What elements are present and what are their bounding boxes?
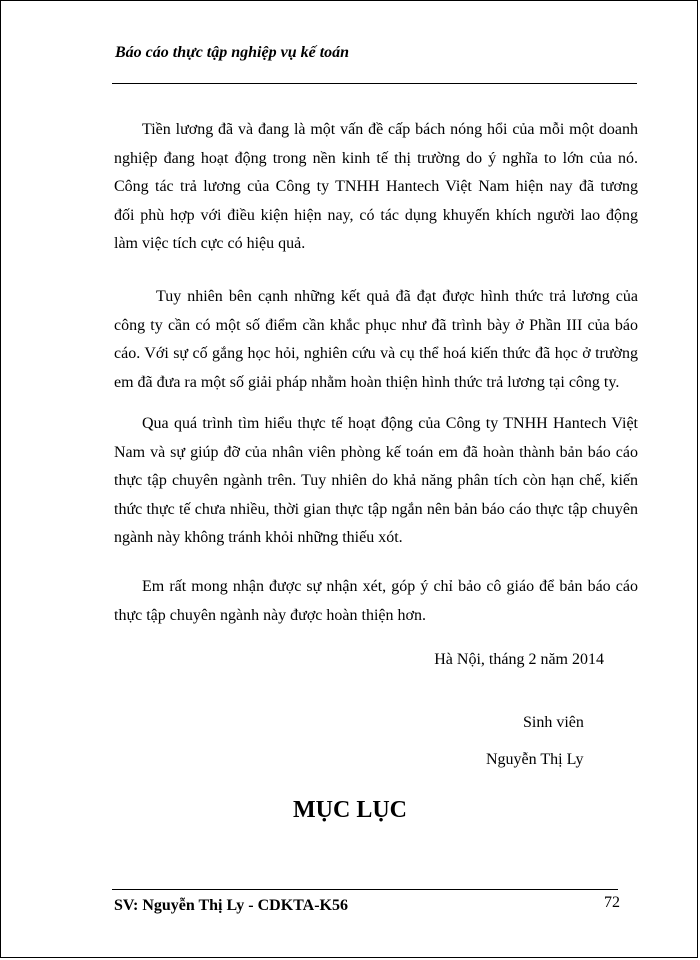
paragraph-line: ngành này không tránh khỏi những thiếu xót. [114, 529, 403, 546]
paragraph-line: Tuy nhiên bên cạnh những kết quả đã đạt được hình thức trả lương của [156, 288, 638, 305]
signer-name: Nguyễn Thị Ly [486, 751, 584, 768]
paragraph-line: công ty cần có một số điểm cần khắc phục như đã trình bày ở Phần III của báo [114, 316, 638, 334]
paragraph-line: thực tập chuyên ngành trên. Tuy nhiên do khả năng phân tích còn hạn chế, kiến [114, 472, 638, 489]
header-divider [112, 83, 637, 84]
paragraph-line: Em rất mong nhận được sự nhận xét, góp ý chỉ bảo cô giáo để bản báo cáo [142, 578, 638, 595]
paragraph-line: thực tập chuyên ngành này được hoàn thiện hơn. [114, 606, 426, 624]
paragraph-line: Qua quá trình tìm hiểu thực tế hoạt động của Công ty TNHH Hantech Việt [142, 415, 638, 432]
paragraph-2 [114, 283, 638, 397]
paragraph-line: đối phù hợp với điều kiện hiện nay, có tác dụng khuyến khích người lao động [114, 206, 638, 224]
running-header-title: Báo cáo thực tập nghiệp vụ kế toán [115, 44, 350, 61]
paragraph-line: cáo. Với sự cố gắng học hỏi, nghiên cứu và cụ thể hoá kiến thức đã học ở trường [114, 345, 638, 362]
paragraph-line: thức thực tế chưa nhiều, thời gian thực tập ngắn nên bản báo cáo thực tập chuyên [114, 500, 638, 518]
paragraph-line: làm việc tích cực có hiệu quả. [114, 235, 306, 252]
page-number: 72 [604, 894, 620, 911]
paragraph-line: Tiền lương đã và đang là một vấn đề cấp bách nóng hổi của mỗi một doanh [142, 121, 638, 138]
footer-divider [112, 889, 618, 890]
footer-author: SV: Nguyễn Thị Ly - CDKTA-K56 [114, 897, 348, 914]
paragraph-line: nghiệp đang hoạt động trong nền kinh tế thị trường do ý nghĩa to lớn của nó. [114, 149, 638, 167]
paragraph-4 [114, 573, 638, 630]
paragraph-3 [114, 410, 638, 553]
paragraph-line: Công tác trả lương của Công ty TNHH Hantech Việt Nam hiện nay đã tương [114, 178, 638, 195]
table-of-contents-heading: MỤC LỤC [293, 797, 407, 823]
paragraph-line: Nam và sự giúp đỡ của nhân viên phòng kế toán em đã hoàn thành bản báo cáo [114, 443, 638, 461]
place-and-date: Hà Nội, tháng 2 năm 2014 [434, 651, 604, 668]
signer-role: Sinh viên [523, 714, 584, 731]
paragraph-1 [114, 116, 638, 259]
paragraph-line: em đã đưa ra một số giải pháp nhằm hoàn thiện hình thức trả lương tại công ty. [114, 373, 620, 391]
